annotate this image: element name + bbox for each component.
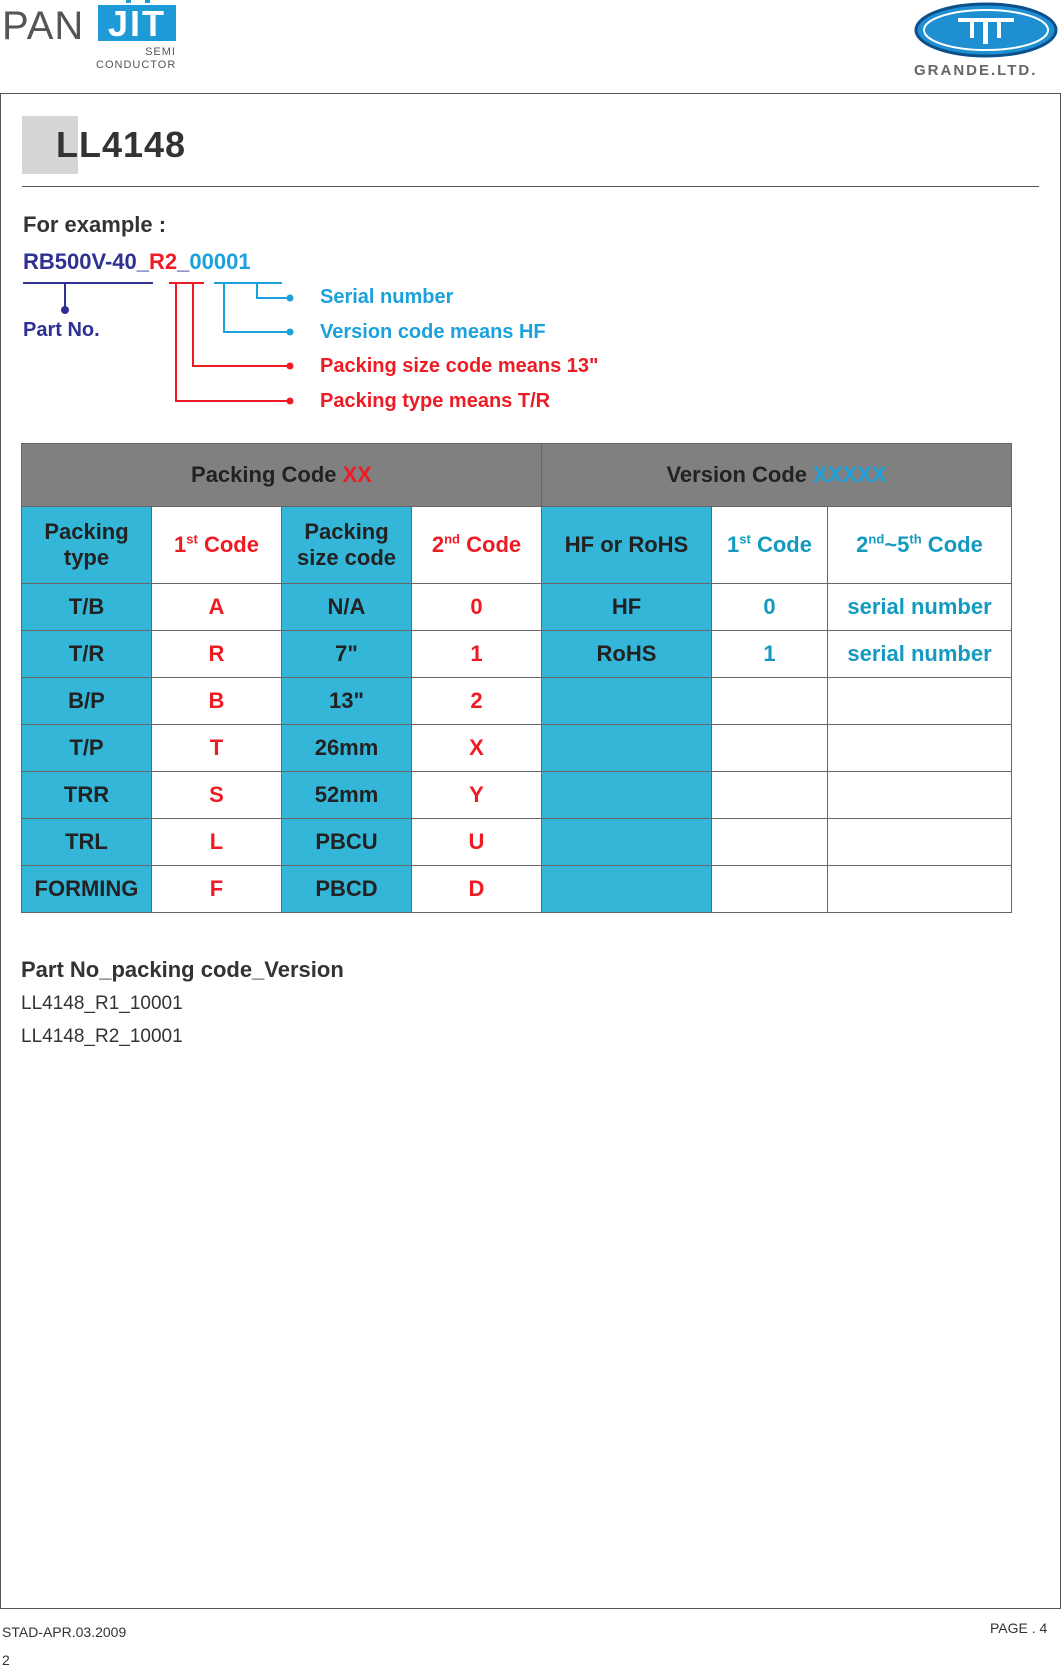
cell-version-first — [712, 819, 828, 866]
table-row — [22, 584, 1012, 631]
annotation-serial-number: Serial number — [320, 286, 454, 308]
example-part-number: RB500V-40 — [23, 249, 137, 274]
cell-first-code: S — [152, 772, 282, 819]
logo-sub-conductor: CONDUCTOR — [96, 59, 177, 71]
col-hf-rohs: HF or RoHS — [542, 507, 712, 584]
cell-first-code: B — [152, 678, 282, 725]
col-version-first-code: 1st Code — [712, 507, 828, 584]
cell-packing-type: B/P — [22, 678, 152, 725]
cell-second-code: 0 — [412, 584, 542, 631]
logo-subtitle — [96, 46, 176, 72]
table-row — [22, 678, 1012, 725]
annotation-packing-size: Packing size code means 13" — [320, 355, 599, 377]
example-version-code: 00001 — [189, 249, 251, 274]
cell-packing-type: T/P — [22, 725, 152, 772]
title-divider — [22, 186, 1039, 187]
version-code-xxxxx: XXXXX — [813, 462, 887, 487]
cell-packing-type: T/R — [22, 631, 152, 678]
col-first-code: 1st Code — [152, 507, 282, 584]
cell-packing-type: TRR — [22, 772, 152, 819]
footer-doc-code — [2, 1618, 126, 1674]
cell-second-code: U — [412, 819, 542, 866]
cell-packing-size: PBCD — [282, 866, 412, 913]
part-example-line: LL4148_R1_10001 — [21, 993, 183, 1014]
cell-version-first: 1 — [712, 631, 828, 678]
col-packing-size: Packing size code — [282, 507, 412, 584]
cell-second-code: Y — [412, 772, 542, 819]
cell-first-code: A — [152, 584, 282, 631]
cell-packing-size: N/A — [282, 584, 412, 631]
cell-version-first — [712, 725, 828, 772]
footer-page-number: PAGE . 4 — [990, 1620, 1048, 1636]
page-title: LL4148 — [56, 124, 187, 165]
part-no-label: Part No. — [23, 319, 100, 341]
part-example-line: LL4148_R2_10001 — [21, 1026, 183, 1047]
packing-version-table — [21, 443, 1012, 913]
annotation-packing-type: Packing type means T/R — [320, 390, 551, 412]
example-packing-code: R2 — [149, 249, 178, 274]
footer-doc-code-line2: 2 — [2, 1652, 10, 1668]
cell-version-second — [828, 772, 1012, 819]
footer-doc-code-line1: STAD-APR.03.2009 — [2, 1624, 127, 1640]
cell-version-second: serial number — [828, 631, 1012, 678]
example-separator: _ — [136, 249, 149, 274]
table-header-row — [22, 444, 1012, 507]
cell-version-first — [712, 678, 828, 725]
table-row — [22, 866, 1012, 913]
logo-sub-semi: SEMI — [145, 46, 176, 58]
packing-code-header: Packing Code XX — [22, 444, 542, 507]
cell-second-code: X — [412, 725, 542, 772]
cell-second-code: 2 — [412, 678, 542, 725]
cell-hf-rohs: RoHS — [542, 631, 712, 678]
cell-version-first: 0 — [712, 584, 828, 631]
cell-hf-rohs: HF — [542, 584, 712, 631]
col-second-code: 2nd Code — [412, 507, 542, 584]
cell-hf-rohs — [542, 678, 712, 725]
cell-version-second — [828, 819, 1012, 866]
cell-packing-size: 7" — [282, 631, 412, 678]
packing-code-xx: XX — [342, 462, 372, 487]
cell-version-first — [712, 772, 828, 819]
cell-version-second — [828, 866, 1012, 913]
col-version-second-code: 2nd~5th Code — [828, 507, 1012, 584]
grande-wordmark: GRANDE.LTD. — [914, 62, 1038, 79]
example-separator: _ — [177, 249, 190, 274]
grande-logo — [900, 0, 1063, 85]
panjit-logo — [0, 0, 180, 75]
cell-first-code: T — [152, 725, 282, 772]
cell-packing-size: 26mm — [282, 725, 412, 772]
table-row — [22, 631, 1012, 678]
table-row — [22, 725, 1012, 772]
cell-first-code: R — [152, 631, 282, 678]
example-label: For example : — [23, 212, 167, 237]
cell-second-code: 1 — [412, 631, 542, 678]
cell-packing-size: PBCU — [282, 819, 412, 866]
cell-hf-rohs — [542, 772, 712, 819]
cell-version-second — [828, 725, 1012, 772]
cell-hf-rohs — [542, 725, 712, 772]
cell-packing-size: 52mm — [282, 772, 412, 819]
cell-packing-type: FORMING — [22, 866, 152, 913]
cell-second-code: D — [412, 866, 542, 913]
annotation-version-code: Version code means HF — [320, 321, 546, 343]
table-subheader-row — [22, 507, 1012, 584]
logo-word-jit: JIT — [98, 5, 176, 41]
cell-version-second — [828, 678, 1012, 725]
version-code-header: Version Code XXXXX — [542, 444, 1012, 507]
cell-first-code: F — [152, 866, 282, 913]
col-packing-type: Packing type — [22, 507, 152, 584]
table-row — [22, 772, 1012, 819]
logo-word-pan: PAN — [2, 4, 85, 48]
cell-packing-size: 13" — [282, 678, 412, 725]
table-row — [22, 819, 1012, 866]
grande-emblem-icon — [900, 0, 1063, 60]
cell-version-first — [712, 866, 828, 913]
cell-first-code: L — [152, 819, 282, 866]
cell-packing-type: TRL — [22, 819, 152, 866]
cell-packing-type: T/B — [22, 584, 152, 631]
cell-hf-rohs — [542, 819, 712, 866]
cell-version-second: serial number — [828, 584, 1012, 631]
cell-hf-rohs — [542, 866, 712, 913]
part-format-label: Part No_packing code_Version — [21, 957, 344, 982]
